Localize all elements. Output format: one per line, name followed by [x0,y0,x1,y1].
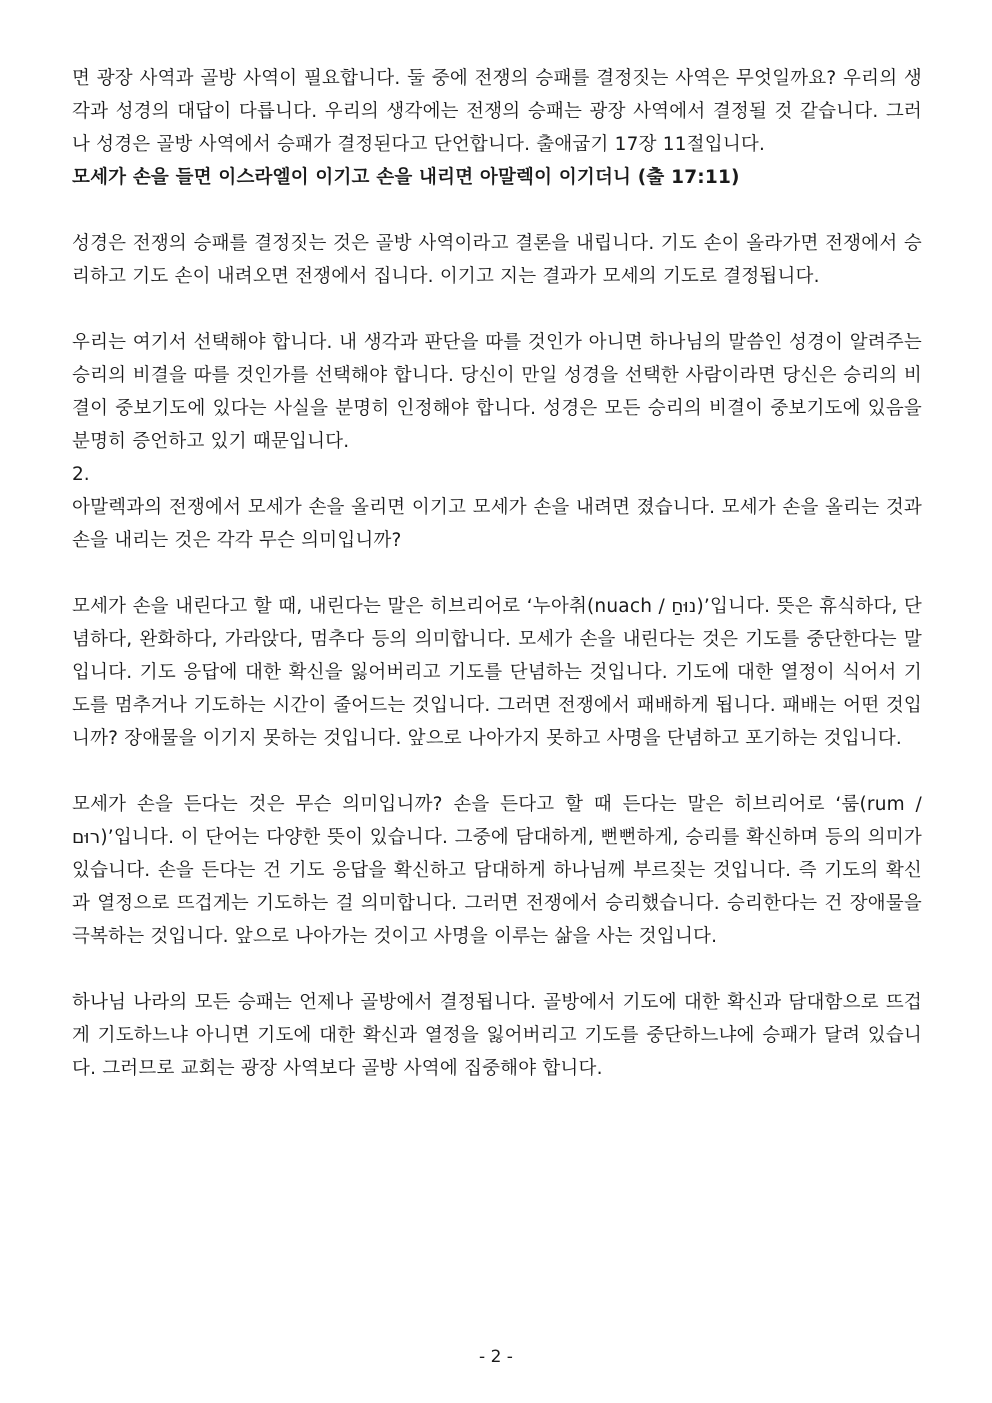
paragraph-conclusion: 성경은 전쟁의 승패를 결정짓는 것은 골방 사역이라고 결론을 내립니다. 기도 손이 올라가면 전쟁에서 승리하고 기도 손이 내려오면 전쟁에서 집니다. 이기고 지는 결과가 모세의 기도로 결정됩니다. [72,233,922,287]
bible-verse-quote: 모세가 손을 들면 이스라엘이 이기고 손을 내리면 아말렉이 이기더니 (출 17:11) [72,167,740,188]
paragraph-choice: 우리는 여기서 선택해야 합니다. 내 생각과 판단을 따를 것인가 아니면 하나님의 말씀인 성경이 알려주는 승리의 비결을 따를 것인가를 선택해야 합니다. 당신이 만일 성경을 선택한 사람이라면 당신은 승리의 비결이 중보기도에 있다는 사실을 분명히 인정해야 합니다. 성경은 모든 승리의 비결이 중보기도에 있음을 분명히 증언하고 있기 때문입니다. [72,332,922,452]
section-number: 2. [72,464,90,485]
page-number: - 2 - [479,1347,513,1367]
paragraph-intro: 면 광장 사역과 골방 사역이 필요합니다. 둘 중에 전쟁의 승패를 결정짓는 사역은 무엇일까요? 우리의 생각과 성경의 대답이 다릅니다. 우리의 생각에는 전쟁의 승패는 광장 사역에서 결정될 것 같습니다. 그러나 성경은 골방 사역에서 승패가 결정된다고 단언합니다. 출애굽기 17장 11절입니다. [72,68,922,155]
paragraph-raising-hands: 모세가 손을 든다는 것은 무슨 의미입니까? 손을 든다고 할 때 든다는 말은 히브리어로 ‘룸(rum / רוּם)’입니다. 이 단어는 다양한 뜻이 있습니다. 그중에 담대하게, 뻔뻔하게, 승리를 확신하며 등의 의미가 있습니다. 손을 든다는 건 기도 응답을 확신하고 담대하게 하나님께 부르짖는 것입니다. 즉 기도의 확신과 열정으로 뜨겁게는 기도하는 걸 의미합니다. 그러면 전쟁에서 승리했습니다. 승리한다는 건 장애물을 극복하는 것입니다. 앞으로 나아가는 것이고 사명을 이루는 삶을 사는 것입니다. [72,794,922,947]
section-question: 아말렉과의 전쟁에서 모세가 손을 올리면 이기고 모세가 손을 내려면 졌습니다. 모세가 손을 올리는 것과 손을 내리는 것은 각각 무슨 의미입니까? [72,497,922,551]
document-body [72,62,922,1085]
paragraph-closing: 하나님 나라의 모든 승패는 언제나 골방에서 결정됩니다. 골방에서 기도에 대한 확신과 담대함으로 뜨겁게 기도하느냐 아니면 기도에 대한 확신과 열정을 잃어버리고 기도를 중단하느냐에 승패가 달려 있습니다. 그러므로 교회는 광장 사역보다 골방 사역에 집중해야 합니다. [72,992,922,1079]
paragraph-lowering-hands: 모세가 손을 내린다고 할 때, 내린다는 말은 히브리어로 ‘누아취(nuach / נוּחַ)’입니다. 뜻은 휴식하다, 단념하다, 완화하다, 가라앉다, 멈추다 등의 의미합니다. 모세가 손을 내린다는 것은 기도를 중단한다는 말입니다. 기도 응답에 대한 확신을 잃어버리고 기도를 단념하는 것입니다. 기도에 대한 열정이 식어서 기도를 멈추거나 기도하는 시간이 줄어드는 것입니다. 그러면 전쟁에서 패배하게 됩니다. 패배는 어떤 것입니까? 장애물을 이기지 못하는 것입니다. 앞으로 나아가지 못하고 사명을 단념하고 포기하는 것입니다. [72,596,922,749]
